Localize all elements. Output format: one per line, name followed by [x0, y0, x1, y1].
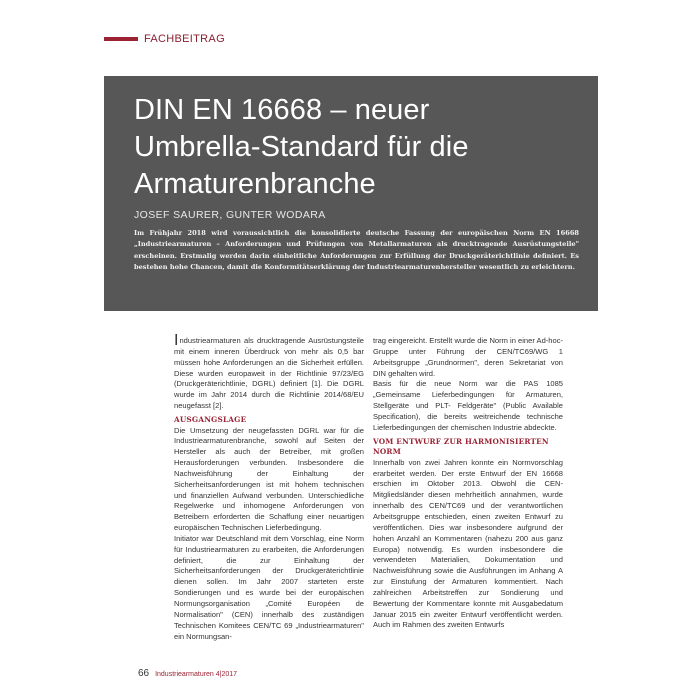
body-paragraph: Initiator war Deutschland mit dem Vorschlag, eine Norm für Industriearmaturen zu erarbeiten, die Anforderungen definiert, die zur Einhaltung der Sicherheitsanforderungen der Druckgeräterichtlinie dienen sollen. Im Jahr 2007 starteten erste Sondierungen und es wurde bei der europäischen Normungsorganisation „Comité Européen de Normalisation" (CEN) innerhalb des zuständigen Technischen Komitees CEN/TC 69 „Industriearmaturen" ein Normungsan- — [174, 533, 364, 641]
title-line-1: DIN EN 16668 – neuer — [134, 94, 430, 126]
kicker-bar — [104, 37, 138, 41]
intro-text: ndustriearmaturen als drucktragende Ausrüstungsteile mit einem inneren Überdruck von mehr als 0,5 bar müssen hohe Anforderungen an die Sicherheit erfüllen. Diese wurden europaweit in der Richtlinie 97/23/EG (Druckgeräterichtlinie, DGRL) definiert [1]. Die DGRL wurde im Jahr 2014 durch die Richtlinie 2014/68/EU neugefasst [2]. — [174, 336, 364, 411]
body-paragraph: trag eingereicht. Erstellt wurde die Norm in einer Ad-hoc-Gruppe unter Führung der CEN/TC69/WG 1 Arbeitsgruppe „Grundnormen", deren Sekretariat von DIN gehalten wird. — [373, 336, 563, 378]
body-column-2 — [373, 336, 563, 631]
body-column-1 — [174, 332, 364, 642]
page-footer — [138, 668, 237, 679]
section-heading-harmonisierte-norm: VOM ENTWURF ZUR HARMONISIERTEN NORM — [373, 436, 549, 457]
article-lead: Im Frühjahr 2018 wird voraussichtlich die konsolidierte deutsche Fassung der europäischen Norm EN 16668 „Industriearmaturen – Anforderungen und Prüfungen von Metallarmaturen als drucktragende Ausrüstungsteile" erscheinen. Erstmalig werden darin einheitliche Anforderungen zur Erfüllung der Druckgeräterichtlinie definiert. Es bestehen hohe Chancen, damit die Konformitätserklärung der Industriearmaturenhersteller wesentlich zu erleichtern. — [134, 229, 579, 271]
magazine-issue: Industriearmaturen 4|2017 — [155, 671, 238, 678]
title-line-2: Umbrella-Standard für die — [134, 131, 469, 163]
page-number: 66 — [138, 668, 150, 679]
article-authors: JOSEF SAURER, GUNTER WODARA — [134, 209, 326, 221]
kicker-label: FACHBEITRAG — [144, 33, 225, 45]
section-kicker — [104, 33, 225, 45]
body-paragraph: Basis für die neue Norm war die PAS 1085 „Gemeinsame Lieferbedingungen für Armaturen, Stellgeräte und PLT- Feldgeräte" (Public Available Specification), die bereits weitreichende technische Lieferbedingungen der chemischen Industrie abdeckte. — [373, 379, 563, 432]
title-block — [104, 76, 598, 311]
body-paragraph: Innerhalb von zwei Jahren konnte ein Normvorschlag erarbeitet werden. Der erste Entwurf der EN 16668 erschien im Oktober 2013. Obwohl die CEN-Mitgliedsländer diesen mehrheitlich annahmen, wurde innerhalb des CEN/TC69 und der verantwortlichen Arbeitsgruppe entschieden, einen zweiten Entwurf zu veröffentlichen. Dies war insbesondere aufgrund der hohen Anzahl an Kommentaren (nahezu 200 aus ganz Europa) notwendig. Es wurden insbesondere die verwendeten Materialien, Dokumentation und Nachweisführung sowie die Ausführungen im Anhang A zur Einstufung der Armaturen kommentiert. Nach zahlreichen Arbeitstreffen zur Sondierung und Bewertung der Kommentare konnte mit Ausgabedatum Januar 2015 ein zweiter Entwurf veröffentlicht werden. Auch im Rahmen des zweiten Entwurfs — [373, 457, 563, 630]
body-paragraph: Die Umsetzung der neugefassten DGRL war für die Industriearmaturenbranche, sowohl auf Seiten der Hersteller als auch der Betreiber, mit großen Herausforderungen verbunden. Insbesondere die Nachweisführung der Einhaltung der Sicherheitsanforderungen ist mit hohem technischen und finanziellen Aufwand verbunden. Unterschiedliche Regelwerke und inhomogene Anforderungen von Betreibern erforderten die Schaffung einer neuartigen europäischen Technischen Lieferbedingung. — [174, 425, 364, 533]
section-heading-ausgangslage: AUSGANGSLAGE — [174, 414, 247, 424]
title-line-3: Armaturenbranche — [134, 168, 376, 200]
article-title — [134, 92, 584, 203]
drop-cap: I — [174, 332, 179, 349]
intro-paragraph — [174, 332, 364, 412]
